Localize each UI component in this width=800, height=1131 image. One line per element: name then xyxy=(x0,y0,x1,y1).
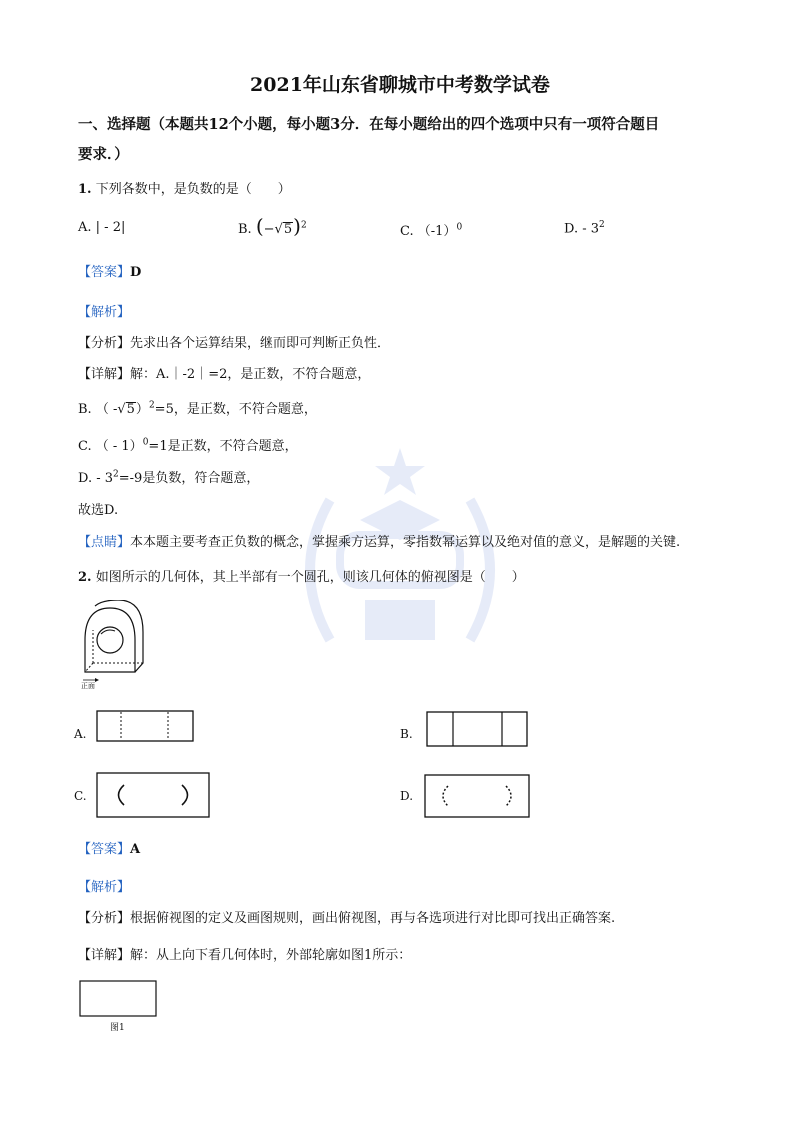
q2-answer-tag: 【答案】 xyxy=(78,842,131,857)
q2-option-c-figure xyxy=(96,772,210,818)
q1-option-b-label: B. xyxy=(238,222,252,237)
q1-detail-c xyxy=(78,435,298,454)
q1-fenxi xyxy=(78,332,390,351)
q1-option-b-close: ) xyxy=(293,214,301,238)
q1-option-c-exp: 0 xyxy=(456,222,463,233)
q1-answer xyxy=(78,261,141,280)
q2-detail xyxy=(78,944,411,963)
q1-option-d xyxy=(564,220,605,236)
q1-detail-b-exp: 2 xyxy=(148,400,155,411)
q1-number: 1. xyxy=(78,182,92,197)
q1-option-b: B. $(-√5)^2$ xyxy=(238,214,307,238)
q1-option-b-radicand: 5 xyxy=(283,222,293,237)
q2-stem-text: 如图所示的几何体，其上半部有一个圆孔，则该几何体的俯视图是（ ） xyxy=(95,570,525,585)
q1-option-b-exp: 2 xyxy=(300,220,307,231)
q2-fenxi xyxy=(78,907,615,926)
q2-front-label: 正面 xyxy=(81,682,95,690)
section-heading-line1: 一、选择题（本题共12个小题，每小题3分．在每小题给出的四个选项中只有一项符合题目 xyxy=(78,116,660,133)
section-heading xyxy=(78,110,659,170)
q1-option-a-text: | - 2| xyxy=(95,220,126,235)
q2-analysis-tag: 【解析】 xyxy=(78,880,131,895)
q1-comment xyxy=(78,531,680,550)
q2-fenxi-tag: 【分析】 xyxy=(78,911,131,926)
q1-option-d-exp: 2 xyxy=(599,220,605,230)
q1-detail-b-pre: B. （ - xyxy=(78,402,118,417)
q2-answer xyxy=(78,838,140,857)
q1-fenxi-tag: 【分析】 xyxy=(78,336,131,351)
q1-comment-tag: 【点睛】 xyxy=(78,535,131,550)
section-heading-line2: 要求．） xyxy=(78,146,129,163)
q1-detail-b-post: =5，是正数，不符合题意， xyxy=(154,402,317,417)
q1-detail-b-rad: 5 xyxy=(126,402,135,417)
q1-detail-b: B. （ -√5）$^2$=5，是正数，不符合题意， xyxy=(78,400,317,417)
q1-detail-tag: 【详解】 xyxy=(78,367,131,382)
q1-option-a xyxy=(78,220,125,235)
q2-detail-text: 解：从上向下看几何体时，外部轮廓如图1所示： xyxy=(130,948,412,963)
q2-fenxi-text: 根据俯视图的定义及画图规则，画出俯视图，再与各选项进行对比即可找出正确答案. xyxy=(130,911,616,926)
q2-number: 2. xyxy=(78,570,92,585)
q1-detail-d-exp: 2 xyxy=(113,469,119,480)
q2-figure-1-caption: 图1 xyxy=(110,1023,125,1033)
q1-stem xyxy=(78,178,291,197)
q2-option-b-label: B. xyxy=(400,727,413,741)
q2-option-a-figure xyxy=(96,710,194,742)
q1-detail-c-pre: C. （ - 1） xyxy=(78,439,143,454)
q1-detail-c-exp: 0 xyxy=(142,437,149,448)
q2-figure-1 xyxy=(79,980,157,1018)
q1-option-d-text: - 3 xyxy=(582,221,600,237)
q1-detail-a xyxy=(78,363,370,382)
q1-analysis-tag: 【解析】 xyxy=(78,305,131,320)
q1-option-b-open: ( xyxy=(255,214,264,238)
q1-detail-a-text: 解：A.｜-2｜=2，是正数，不符合题意， xyxy=(130,367,371,382)
q1-detail-b-mid: ） xyxy=(135,402,149,417)
q1-detail-d xyxy=(78,467,259,486)
q2-option-c-label: C. xyxy=(74,789,87,803)
q1-option-b-minus: − xyxy=(263,222,275,237)
q1-detail-d-pre: D. - 3 xyxy=(78,471,114,486)
q1-answer-tag: 【答案】 xyxy=(78,265,131,280)
q2-option-d-figure xyxy=(424,774,530,818)
q2-option-b-figure xyxy=(426,711,528,747)
q1-option-c-label: C. xyxy=(400,224,414,239)
q1-detail-c-post: =1是正数，不符合题意， xyxy=(148,439,298,454)
q1-comment-text: 本本题主要考查正负数的概念，掌握乘方运算，零指数幂运算以及绝对值的意义，是解题的关键. xyxy=(130,535,681,550)
q2-answer-value: A xyxy=(130,842,141,857)
q2-option-d-label: D. xyxy=(400,789,414,803)
q2-option-a-label: A. xyxy=(74,727,87,741)
q1-option-c xyxy=(400,220,462,239)
page-title: 2021年山东省聊城市中考数学试卷 xyxy=(250,74,550,96)
q1-option-a-label: A. xyxy=(78,220,92,235)
q1-detail-d-post: =-9是负数，符合题意， xyxy=(118,471,260,486)
q1-stem-text: 下列各数中，是负数的是（ ） xyxy=(95,182,291,197)
q2-detail-tag: 【详解】 xyxy=(78,948,131,963)
q1-fenxi-text: 先求出各个运算结果，继而即可判断正负性． xyxy=(130,336,391,351)
q1-answer-value: D xyxy=(130,265,142,280)
q1-option-c-text: （-1） xyxy=(417,224,457,239)
q2-stem xyxy=(78,566,525,585)
q1-option-d-label: D. xyxy=(564,221,579,237)
q1-conclusion: 故选D. xyxy=(78,503,119,518)
